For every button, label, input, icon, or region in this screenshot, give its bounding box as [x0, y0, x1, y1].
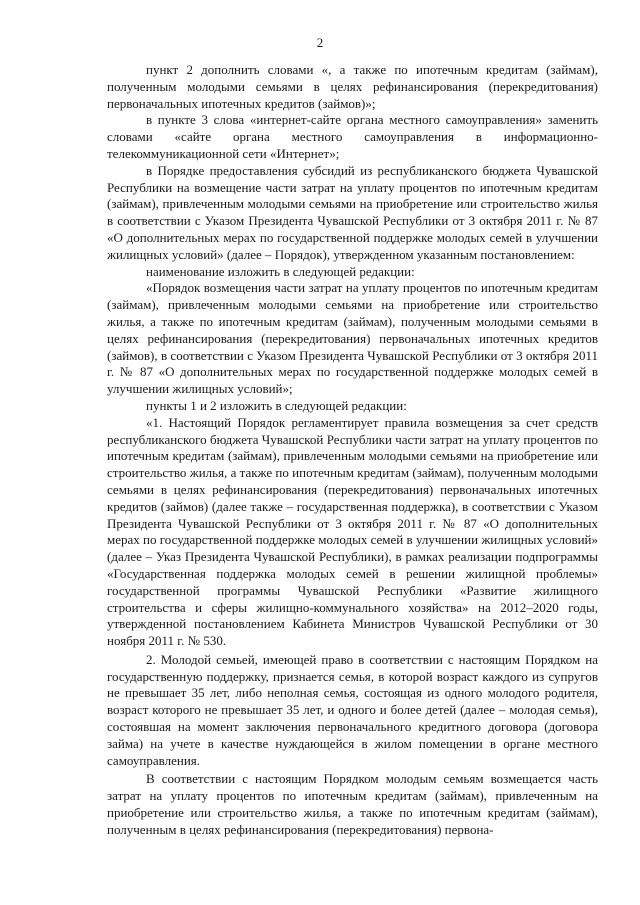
paragraph: наименование изложить в следующей редакции: — [146, 263, 415, 279]
page-number: 2 — [316, 35, 324, 50]
paragraph: 2. Молодой семьей, имеющей право в соответствии с настоящим Порядком на государственную поддержку, признается семья, в которой возраст каждого из супругов не превышает 35 лет, либо неполная семья, состоящая из одного молодого родителя, возраст которого не превышает 35 лет, и одного и более детей (далее – молодая семья), состоявшая на момент заключения первоначального кредитного договора (договора займа) на учете в качестве нуждающейся в жилом помещении в органе местного самоуправления. — [107, 651, 598, 768]
paragraph: В соответствии с настоящим Порядком молодым семьям возмещается часть затрат на уплату процентов по ипотечным кредитам (займам), привлеченным на приобретение или строительство жилья, а также по ипотечным кредитам (займам), полученным в целях рефинансирования (перекредитования) первона- — [107, 771, 598, 837]
document-body — [107, 62, 598, 839]
paragraph: пункт 2 дополнить словами «, а также по ипотечным кредитам (займам), полученным молодыми семьями в целях рефинансирования (перекредитования) первоначальных ипотечных кредитов (займов)»; — [107, 62, 598, 111]
paragraph: пункты 1 и 2 изложить в следующей редакции: — [146, 397, 407, 413]
paragraph: «1. Настоящий Порядок регламентирует правила возмещения за счет средств республиканского бюджета Чувашской Республики части затрат на уплату процентов по ипотечным кредитам (займам), привлеченным молодыми семьями на приобретение или строительство жилья, а также по ипотечным кредитам (займам), полученным молодыми семьями в целях рефинансирования (перекредитования) первоначальных ипотечных кредитов (займов) (далее также – государственная поддержка), в соответствии с Указом Президента Чувашской Республики от 3 октября 2011 г. № 87 «О дополнительных мерах по государственной поддержке молодых семей в улучшении жилищных условий» (далее – Указ Президента Чувашской Республики), в рамках реализации подпрограммы «Государственная поддержка молодых семей в решении жилищной проблемы» государственной программы Чувашской Республики «Развитие жилищного строительства и сферы жилищно-коммунального хозяйства» на 2012–2020 годы, утвержденной постановлением Кабинета Министров Чувашской Республики от 30 ноября 2011 г. № 530. — [107, 414, 598, 649]
paragraph: в Порядке предоставления субсидий из республиканского бюджета Чувашской Республики на возмещение части затрат на уплату процентов по ипотечным кредитам (займам), привлеченным молодыми семьями на приобретение или строительство жилья в соответствии с Указом Президента Чувашской Республики от 3 октября 2011 г. № 87 «О дополнительных мерах по государственной поддержке молодых семей в улучшении жилищных условий» (далее – Порядок), утвержденном указанным постановлением: — [107, 162, 598, 262]
paragraph: «Порядок возмещения части затрат на уплату процентов по ипотечным кредитам (займам), привлеченным молодыми семьями на приобретение или строительство жилья, а также по ипотечным кредитам (займам), полученным молодыми семьями в целях рефинансирования (перекредитования) первоначальных ипотечных кредитов (займов), в соответствии с Указом Президента Чувашской Республики от 3 октября 2011 г. № 87 «О дополнительных мерах по государственной поддержке молодых семей в улучшении жилищных условий»; — [107, 280, 598, 397]
paragraph: в пункте 3 слова «интернет-сайте органа местного самоуправления» заменить словами «сайте органа местного самоуправления в информационно-телекоммуникационной сети «Интернет»; — [107, 112, 598, 161]
